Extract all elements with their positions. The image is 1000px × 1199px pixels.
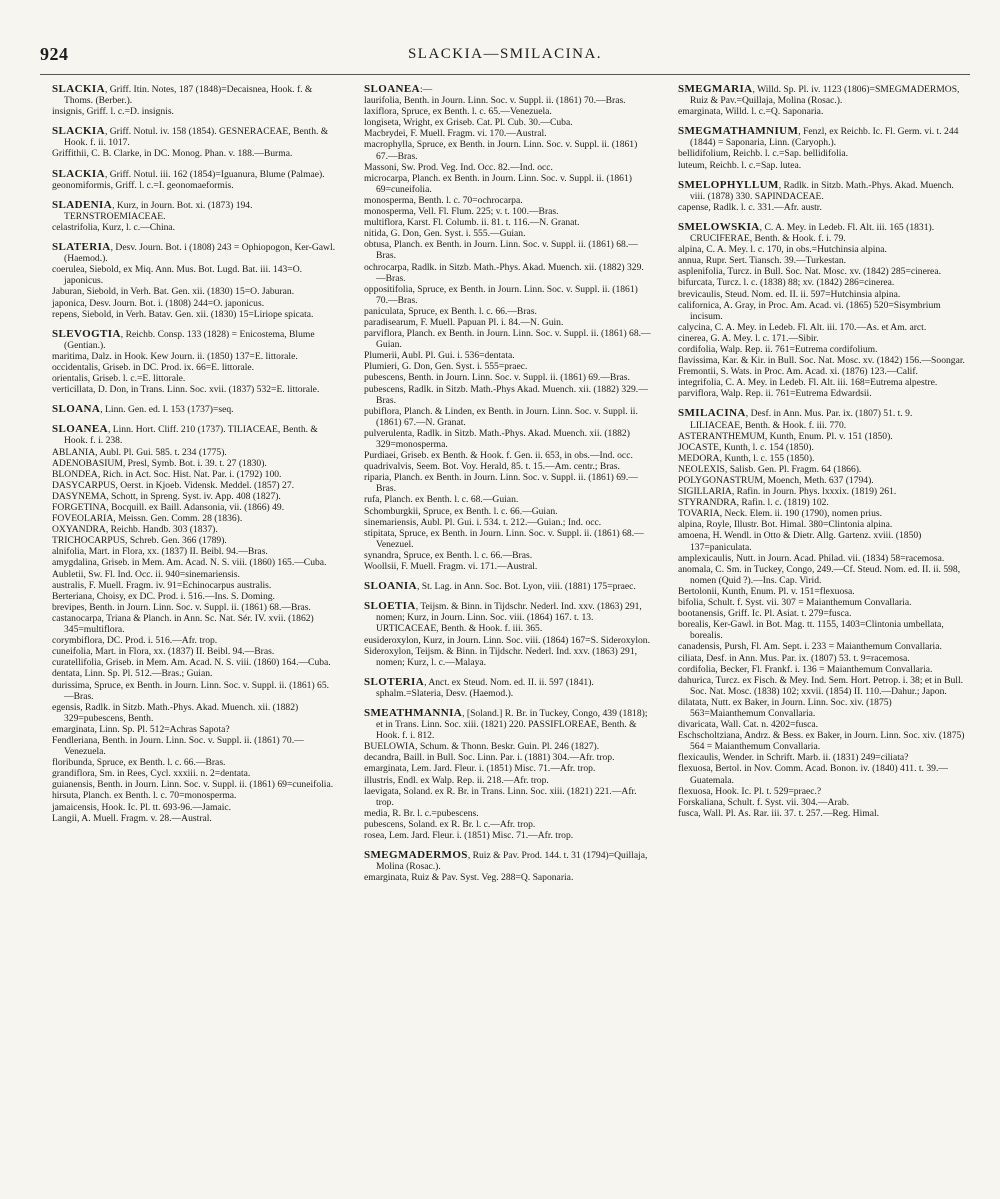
species-line: parviflora, Walp. Rep. ii. 761=Eutrema Edwardsii. [678,388,872,400]
species-line: OXYANDRA, Reichb. Handb. 303 (1837). [52,524,218,536]
species-line: Purdiaei, Griseb. ex Benth. & Hook. f. Gen. ii. 653, in obs.—Ind. occ. [364,450,633,462]
genus-heading: SMILACINA, Desf. in Ann. Mus. Par. ix. (1807) 51. t. 9. LILIACEAE, Benth. & Hook. f. iii. 770. [678,407,913,431]
species-line: ochrocarpa, Radlk. in Sitzb. Math.-Phys. Akad. Muench. xii. (1882) 329.—Bras. [364,261,644,284]
genus-entry [666,126,966,170]
species-line: repens, Siebold, in Verh. Batav. Gen. xii. (1830) 15=Liriope spicata. [52,308,314,320]
genus-entry [352,581,651,592]
species-line: pubiflora, Planch. & Linden, ex Benth. in Journ. Linn. Soc. v. Suppl. ii. (1861) 67.—N. Granat. [364,405,638,428]
species-line: amplexicaulis, Nutt. in Journ. Acad. Philad. vii. (1834) 58=racemosa. [678,552,945,564]
species-line: flavissima, Kar. & Kir. in Bull. Soc. Nat. Mosc. xv. (1842) 156.—Soongar. [678,355,965,367]
species-line: cuneifolia, Mart. in Flora, xx. (1837) II. Beibl. 94.—Bras. [52,646,275,658]
species-line: BUELOWIA, Schum. & Thonn. Beskr. Guin. Pl. 246 (1827). [364,741,600,753]
species-line: bifurcata, Turcz. l. c. (1838) 88; xv. (1842) 286=cinerea. [678,277,895,289]
species-line: rufa, Planch. ex Benth. l. c. 68.—Guian. [364,494,519,506]
species-line: durissima, Spruce, ex Benth. in Journ. Linn. Soc. v. Suppl. ii. (1861) 65.—Bras. [52,679,330,702]
genus-entry [40,242,338,320]
species-line: synandra, Spruce, ex Benth. l. c. 66.—Bras. [364,549,533,561]
species-line: annua, Rupr. Sert. Tiansch. 39.—Turkestan. [678,255,847,267]
species-line: jamaicensis, Hook. Ic. Pl. tt. 693-96.—Jamaic. [52,801,232,813]
genus-entry [352,708,651,841]
genus-entry [666,222,966,400]
species-line: emarginata, Willd. l. c.=Q. Saponaria. [678,106,824,118]
species-line: luteum, Reichb. l. c.=Sap. lutea. [678,159,802,171]
species-line: Langii, A. Muell. Fragm. v. 28.—Austral. [52,812,212,824]
species-line: capense, Radlk. l. c. 331.—Afr. austr. [678,201,822,213]
species-line: media, R. Br. l. c.=pubescens. [364,807,479,819]
species-line: asplenifolia, Turcz. in Bull. Soc. Nat. Mosc. xv. (1842) 285=cinerea. [678,266,941,278]
species-line: riparia, Planch. ex Benth. in Journ. Linn. Soc. v. Suppl. ii. (1861) 69.—Bras. [364,472,638,495]
genus-heading: SLACKIA, Griff. Itin. Notes, 187 (1848)=Decaisnea, Hook. f. & Thoms. (Berber.). [52,84,313,107]
species-line: Griffithii, C. B. Clarke, in DC. Monog. Phan. v. 188.—Burma. [52,148,293,160]
species-line: DASYNEMA, Schott, in Spreng. Syst. iv. App. 408 (1827). [52,490,281,502]
genus-heading: SLEVOGTIA, Reichb. Consp. 133 (1828) = Enicostema, Blume (Gentian.). [52,327,315,351]
genus-entry [352,850,651,883]
species-line: quadrivalvis, Seem. Bot. Voy. Herald, 85. t. 15.—Am. centr.; Bras. [364,461,620,473]
species-line: bootanensis, Griff. Ic. Pl. Asiat. t. 279=fusca. [678,608,852,620]
page-header [40,40,970,75]
species-line: amygdalina, Griseb. in Mem. Am. Acad. N. S. viii. (1860) 165.—Cuba. [52,557,327,569]
species-line: BLONDEA, Rich. in Act. Soc. Hist. Nat. Par. i. (1792) 100. [52,468,282,480]
species-line: emarginata, Linn. Sp. Pl. 512=Achras Sapota? [52,723,230,735]
species-line: fusca, Wall. Pl. As. Rar. iii. 37. t. 257.—Reg. Himal. [678,807,880,819]
species-line: laurifolia, Benth. in Journ. Linn. Soc. v. Suppl. ii. (1861) 70.—Bras. [364,95,626,107]
species-line: grandiflora, Sm. in Rees, Cycl. xxxiii. n. 2=dentata. [52,768,251,780]
species-line: decandra, Baill. in Bull. Soc. Linn. Par. i. (1881) 304.—Afr. trop. [364,752,615,764]
genus-entry [352,84,651,572]
genus-entry [352,677,651,699]
species-line: brevipes, Benth. in Journ. Linn. Soc. v. Suppl. ii. (1861) 68.—Bras. [52,601,311,613]
species-line: maritima, Dalz. in Hook. Kew Journ. ii. (1850) 137=E. littorale. [52,350,298,362]
genus-entry [666,408,966,818]
species-line: alnifolia, Mart. in Flora, xx. (1837) II. Beibl. 94.—Bras. [52,546,268,558]
species-line: coerulea, Siebold, ex Miq. Ann. Mus. Bot. Lugd. Bat. iii. 143=O. japonicus. [52,264,303,287]
species-line: californica, A. Gray, in Proc. Am. Acad. vi. (1865) 520=Sisymbrium incisum. [678,299,941,322]
genus-heading: SLOETIA, Teijsm. & Binn. in Tijdschr. Nederl. Ind. xxv. (1863) 291, nomen; Kurz, in Journ. Linn. Soc. viii. (1864) 167. t. 13. URTICACEAE, Benth. & Hook. f. iii. 365. [364,600,642,635]
genus-heading: SLOTERIA, Anct. ex Steud. Nom. ed. II. ii. 597 (1841). sphalm.=Slateria, Desv. (Haemod.). [364,675,594,699]
species-line: dilatata, Nutt. ex Baker, in Journ. Linn. Soc. xiv. (1875) 563=Maianthemum Convallaria. [678,696,892,719]
genus-heading: SLACKIA, Griff. Notul. iv. 158 (1854). GESNERACEAE, Benth. & Hook. f. ii. 1017. [52,125,329,149]
species-line: ciliata, Desf. in Ann. Mus. Par. ix. (1807) 53. t. 9=racemosa. [678,652,910,664]
species-line: egensis, Radlk. in Sitzb. Math.-Phys. Akad. Muench. xii. (1882) 329=pubescens, Benth. [52,701,299,724]
species-line: laevigata, Soland. ex R. Br. in Trans. Linn. Soc. xiii. (1821) 221.—Afr. trop. [364,785,637,808]
column-middle [352,84,651,1184]
species-line: nitida, G. Don, Gen. Syst. i. 555.—Guian. [364,228,526,240]
species-line: longiseta, Wright, ex Griseb. Cat. Pl. Cub. 30.—Cuba. [364,117,573,129]
species-line: ADENOBASIUM, Presl, Symb. Bot. i. 39. t. 27 (1830). [52,457,267,469]
genus-heading: SLOANEA, Linn. Hort. Cliff. 210 (1737). TILIACEAE, Benth. & Hook. f. i. 238. [52,423,318,447]
running-title: SLACKIA—SMILACINA. [407,46,603,62]
species-line: dentata, Linn. Sp. Pl. 512.—Bras.; Guian. [52,668,213,680]
genus-heading: SMEGMARIA, Willd. Sp. Pl. iv. 1123 (1806)=SMEGMADERMOS, Ruiz & Pav.=Quillaja, Molina (Rosac.). [678,84,960,107]
species-line: obtusa, Planch. ex Benth. in Journ. Linn. Soc. v. Suppl. ii. (1861) 68.—Bras. [364,239,638,262]
species-line: divaricata, Wall. Cat. n. 4202=fusca. [678,719,819,731]
species-line: Jaburan, Siebold, in Verh. Bat. Gen. xii. (1830) 15=O. Jaburan. [52,286,295,298]
species-line: DASYCARPUS, Oerst. in Kjoeb. Vidensk. Meddel. (1857) 27. [52,479,295,491]
species-line: JOCASTE, Kunth, l. c. 154 (1850). [678,441,814,453]
species-line: emarginata, Lem. Jard. Fleur. i. (1851) Misc. 71.—Afr. trop. [364,763,596,775]
genus-entry [40,84,338,117]
species-line: castanocarpa, Triana & Planch. in Ann. Sc. Nat. Sér. IV. xvii. (1862) 345=multiflora. [52,612,314,636]
species-line: pubescens, Radlk. in Sitzb. Math.-Phys Akad. Muench. xii. (1882) 329.—Bras. [364,383,648,406]
species-line: brevicaulis, Steud. Nom. ed. II. ii. 597=Hutchinsia alpina. [678,288,901,300]
species-line: Eschscholtziana, Andrz. & Bess. ex Baker, in Journ. Linn. Soc. xiv. (1875) 564 = Maianthemum Convallaria. [678,730,965,753]
species-line: cinerea, G. A. Mey. l. c. 171.—Sibir. [678,332,819,344]
column-left [40,84,338,1184]
species-line: SIGILLARIA, Rafin. in Journ. Phys. lxxxix. (1819) 261. [678,486,897,498]
species-line: emarginata, Ruiz & Pav. Syst. Veg. 288=Q. Saponaria. [364,872,574,884]
species-line: alpina, C. A. Mey. l. c. 170, in obs.=Hutchinsia alpina. [678,244,887,256]
genus-heading: SLATERIA, Desv. Journ. Bot. i (1808) 243 = Ophiopogon, Ker-Gawl. (Haemod.). [52,241,336,265]
species-line: laxiflora, Spruce, ex Benth. l. c. 65.—Venezuela. [364,106,552,118]
species-line: Sideroxylon, Teijsm. & Binn. in Tijdschr. Nederl. Ind. xxv. (1863) 291, nomen; Kurz, l. c.—Malaya. [364,645,638,668]
species-line: geonomiformis, Griff. l. c.=I. geonomaeformis. [52,179,234,191]
species-line: TOVARIA, Neck. Elem. ii. 190 (1790), nomen prius. [678,508,883,520]
genus-entry [352,601,651,668]
genus-entry [40,424,338,823]
species-line: STYRANDRA, Rafin. l. c. (1819) 102. [678,497,829,509]
species-line: orientalis, Griseb. l. c.=E. littorale. [52,373,186,385]
species-line: FORGETINA, Bocquill. ex Baill. Adansonia, vii. (1866) 49. [52,502,285,513]
species-line: flexicaulis, Wender. in Schrift. Marb. ii. (1831) 249=ciliata? [678,752,909,764]
species-line: oppositifolia, Spruce, ex Benth. in Journ. Linn. Soc. v. Suppl. ii. (1861) 70.—Bras. [364,283,638,306]
species-line: Plumieri, G. Don, Gen. Syst. i. 555=praec. [364,361,528,373]
species-line: guianensis, Benth. in Journ. Linn. Soc. v. Suppl. ii. (1861) 69=cuneifolia. [52,779,334,791]
genus-heading: SMELOPHYLLUM, Radlk. in Sitzb. Math.-Phys. Akad. Muench. viii. (1878) 330. SAPINDACEAE. [678,178,954,202]
species-line: floribunda, Spruce, ex Benth. l. c. 66.—Bras. [52,757,226,769]
species-line: NEOLEXIS, Salisb. Gen. Pl. Fragm. 64 (1866). [678,463,862,475]
genus-heading: SLOANIA, St. Lag. in Ann. Soc. Bot. Lyon, viii. (1881) 175=praec. [364,580,636,593]
species-line: rosea, Lem. Jard. Fleur. i. (1851) Misc. 71.—Afr. trop. [364,830,574,841]
species-line: FOVEOLARIA, Meissn. Gen. Comm. 28 (1836). [52,513,243,525]
species-line: parviflora, Planch. ex Benth. in Journ. Linn. Soc. v. Suppl. ii. (1861) 68.—Guian. [364,328,651,351]
species-line: borealis, Ker-Gawl. in Bot. Mag. tt. 1155, 1403=Clintonia umbellata, borealis. [678,619,944,642]
species-line: Bertolonii, Kunth, Enum. Pl. v. 151=flexuosa. [678,585,855,597]
genus-entry [40,329,338,396]
species-line: TRICHOCARPUS, Schreb. Gen. 366 (1789). [52,535,227,547]
genus-heading: SMEATHMANNIA, [Soland.] R. Br. in Tuckey, Congo, 439 (1818); et in Trans. Linn. Soc. xiii. (1821) 220. PASSIFLOREAE, Benth. & Hook. f. i. 812. [364,706,648,742]
species-line: sinemariensis, Aubl. Pl. Gui. i. 534. t. 212.—Guian.; Ind. occ. [364,516,602,528]
genus-heading: SLADENIA, Kurz, in Journ. Bot. xi. (1873) 194. TERNSTROEMIACEAE. [52,198,253,222]
species-line: japonica, Desv. Journ. Bot. i. (1808) 244=O. japonicus. [52,297,265,309]
species-line: Macbrydei, F. Muell. Fragm. vi. 170.—Austral. [364,128,547,140]
species-line: microcarpa, Planch. ex Benth. in Journ. Linn. Soc. v. Suppl. ii. (1861) 69=cuneifolia. [364,172,632,195]
species-line: Plumerii, Aubl. Pl. Gui. i. 536=dentata. [364,350,515,362]
species-line: macrophylla, Spruce, ex Benth. in Journ. Linn. Soc. v. Suppl. ii. (1861) 67.—Bras. [364,139,638,162]
species-line: Schomburgkii, Spruce, ex Benth. l. c. 66.—Guian. [364,505,558,517]
species-line: POLYGONASTRUM, Moench, Meth. 637 (1794). [678,475,874,486]
genus-entry [40,404,338,415]
species-line: bifolia, Schult. f. Syst. vii. 307 = Maianthemum Convallaria. [678,597,912,609]
genus-heading: SMELOWSKIA, C. A. Mey. in Ledeb. Fl. Alt. iii. 165 (1831). CRUCIFERAE, Benth. & Hook. f. i. 79. [678,220,935,245]
species-line: Fremontii, S. Wats. in Proc. Am. Acad. xi. (1876) 123.—Calif. [678,366,918,378]
species-line: integrifolia, C. A. Mey. in Ledeb. Fl. Alt. iii. 168=Eutrema alpestre. [678,377,938,389]
genus-heading: SLOANEA:— [364,84,433,95]
species-line: cordifolia, Becker, Fl. Frankf. i. 136 = Maianthemum Convallaria. [678,663,933,675]
species-line: multiflora, Karst. Fl. Columb. ii. 81. t. 116.—N. Granat. [364,217,580,229]
species-line: stipitata, Spruce, ex Benth. in Journ. Linn. Soc. v. Suppl. ii. (1861) 68.—Venezuel. [364,527,644,550]
species-line: corymbiflora, DC. Prod. i. 516.—Afr. trop. [52,635,218,647]
species-line: alpina, Royle, Illustr. Bot. Himal. 380=Clintonia alpina. [678,519,893,531]
column-right [666,84,966,1184]
species-line: Berteriana, Choisy, ex DC. Prod. i. 516.—Ins. S. Doming. [52,590,275,602]
species-line: bellidifolium, Reichb. l. c.=Sap. bellidifolia. [678,148,849,160]
species-line: canadensis, Pursh, Fl. Am. Sept. i. 233 = Maianthemum Convallaria. [678,641,942,653]
species-line: verticillata, D. Don, in Trans. Linn. Soc. xvii. (1837) 532=E. littorale. [52,384,320,396]
species-line: curatellifolia, Griseb. in Mem. Am. Acad. N. S. viii. (1860) 164.—Cuba. [52,657,331,669]
genus-heading: SMEGMATHAMNIUM, Fenzl, ex Reichb. Ic. Fl. Germ. vi. t. 244 (1844) = Saponaria, Linn. (Caryoph.). [678,125,959,149]
species-line: insignis, Griff. l. c.=D. insignis. [52,106,174,118]
species-line: Aubletii, Sw. Fl. Ind. Occ. ii. 940=sinemariensis. [52,568,240,580]
species-line: paniculata, Spruce, ex Benth. l. c. 66.—Bras. [364,305,537,317]
species-line: Massoni, Sw. Prod. Veg. Ind. Occ. 82.—Ind. occ. [364,161,553,173]
species-line: flexuosa, Bertol. in Nov. Comm. Acad. Bonon. iv. (1840) 411. t. 39.—Guatemala. [678,763,948,786]
species-line: monosperma, Vell. Fl. Flum. 225; v. t. 100.—Bras. [364,206,559,218]
genus-entry [40,200,338,233]
species-line: monosperma, Benth. l. c. 70=ochrocarpa. [364,194,523,206]
species-line: australis, F. Muell. Fragm. iv. 91=Echinocarpus australis. [52,579,272,591]
genus-entry [40,169,338,191]
species-line: dahurica, Turcz. ex Fisch. & Mey. Ind. Sem. Hort. Petrop. i. 38; et in Bull. Soc. Nat. Mosc. (1838) 102; xxvii. (1854) II. 110.—Dahur.; Japon. [678,674,964,697]
species-line: amoena, H. Wendl. in Otto & Dietr. Allg. Gartenz. xviii. (1850) 137=paniculata. [678,530,922,553]
species-line: eusideroxylon, Kurz, in Journ. Linn. Soc. viii. (1864) 167=S. Sideroxylon. [364,634,651,646]
species-line: illustris, Endl. ex Walp. Rep. ii. 218.—Afr. trop. [364,774,549,786]
species-line: cordifolia, Walp. Rep. ii. 761=Eutrema cordifolium. [678,343,878,355]
species-line: hirsuta, Planch. ex Benth. l. c. 70=monosperma. [52,790,237,802]
species-line: Fendleriana, Benth. in Journ. Linn. Soc. v. Suppl. ii. (1861) 70.—Venezuela. [52,734,304,758]
genus-heading: SLOANA, Linn. Gen. ed. I. 153 (1737)=seq. [52,403,234,416]
species-line: anomala, C. Sm. in Tuckey, Congo, 249.—Cf. Steud. Nom. ed. II. ii. 598, nomen (Quid ?).—Ins. Cap. Virid. [678,563,961,586]
species-line: celastrifolia, Kurz, l. c.—China. [52,221,176,233]
species-line: pubescens, Soland. ex R. Br. l. c.—Afr. trop. [364,818,536,830]
genus-entry [666,180,966,213]
species-line: ASTERANTHEMUM, Kunth, Enum. Pl. v. 151 (1850). [678,430,893,442]
species-line: ABLANIA, Aubl. Pl. Gui. 585. t. 234 (1775). [52,446,227,458]
species-line: MEDORA, Kunth, l. c. 155 (1850). [678,452,815,464]
genus-entry [40,126,338,159]
species-line: occidentalis, Griseb. in DC. Prod. ix. 66=E. littorale. [52,361,255,373]
genus-entry [666,84,966,117]
species-line: flexuosa, Hook. Ic. Pl. t. 529=praec.? [678,785,822,797]
species-line: calycina, C. A. Mey. in Ledeb. Fl. Alt. iii. 170.—As. et Am. arct. [678,321,927,333]
genus-heading: SLACKIA, Griff. Notul. iii. 162 (1854)=Iguanura, Blume (Palmae). [52,167,325,180]
page-number: 924 [40,44,69,64]
species-line: pubescens, Benth. in Journ. Linn. Soc. v. Suppl. ii. (1861) 69.—Bras. [364,372,630,384]
species-line: Woollsii, F. Muell. Fragm. vi. 171.—Austral. [364,561,538,573]
species-line: pulverulenta, Radlk. in Sitzb. Math.-Phys. Akad. Muench. xii. (1882) 329=monosperma. [364,427,630,450]
species-line: paradisearum, F. Muell. Papuan Pl. i. 84.—N. Guin. [364,316,564,328]
genus-heading: SMEGMADERMOS, Ruiz & Pav. Prod. 144. t. 31 (1794)=Quillaja, Molina (Rosac.). [364,849,648,873]
species-line: Forskaliana, Schult. f. Syst. vii. 304.—Arab. [678,796,850,808]
